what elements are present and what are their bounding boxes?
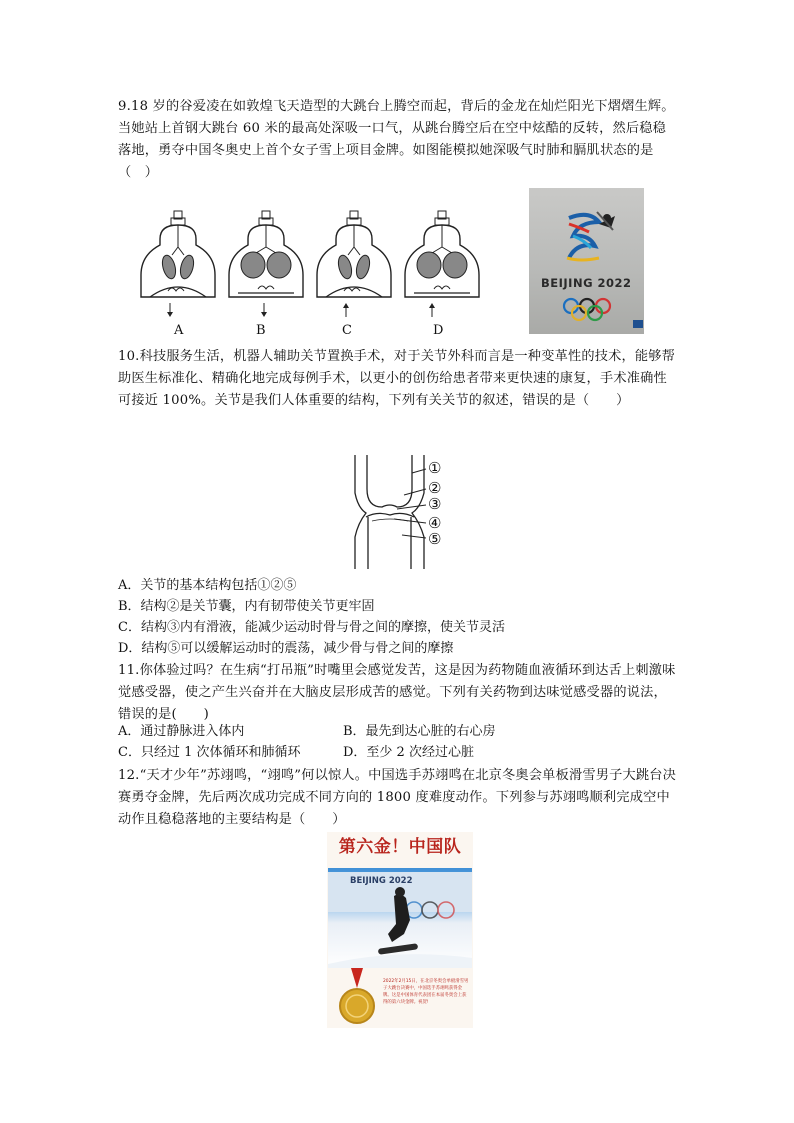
bell-jar-c (317, 211, 391, 317)
question-12-text: 12.“天才少年”苏翊鸣，“翊鸣”何以惊人。中国选手苏翊鸣在北京冬奥会单板滑雪男子大跳台决赛勇夺金牌，先后两次成功完成不同方向的 1800 度难度动作。下列参与苏翊鸣顺利完成空中动作且稳稳落地的主要结构是（ ） (118, 768, 677, 827)
q10-option-d: D．结构⑤可以缓解运动时的震荡，减少骨与骨之间的摩擦 (118, 641, 454, 656)
question-9-text: 9.18 岁的谷爱凌在如敦煌飞天造型的大跳台上腾空而起，背后的金龙在灿烂阳光下熠熠生辉。当她站上首钢大跳台 60 米的最高处深吸一口气，从跳台腾空后在空中炫酷的反转，然后稳稳落地，勇夺中国冬奥史上首个女子雪上项目金牌。如图能模拟她深吸气时肺和膈肌状态的是（ ） (118, 99, 675, 180)
diagram-label-c: C (342, 323, 352, 338)
marker-2: ② (428, 479, 442, 497)
q10-option-b: B．结构②是关节囊，内有韧带使关节更牢固 (118, 599, 375, 614)
question-11-text: 11.你体验过吗？在生病“打吊瓶”时嘴里会感觉发苦，这是因为药物随血液循环到达舌上刺激味觉感受器，使之产生兴奋并在大脑皮层形成苦的感觉。下列有关药物到达味觉感受器的说法，错误的是( ) (118, 663, 676, 722)
question-10-text: 10.科技服务生活，机器人辅助关节置换手术，对于关节外科而言是一种变革性的技术，能够帮助医生标准化、精确化地完成每例手术，以更小的创伤给患者带来更快速的康复，手术准确性可接近 100%。关节是我们人体重要的结构，下列有关关节的叙述，错误的是（ ） (118, 349, 676, 408)
poster-caption: 2022年2月15日，在北京冬奥会单板滑雪男子大跳台决赛中，中国选手苏翊鸣获得金牌。这是中国体育代表团在本届冬奥会上获得的第六块金牌。祝贺! (383, 979, 469, 1005)
diagram-label-b: B (256, 323, 266, 338)
emblem-icon (529, 188, 644, 334)
marker-1: ① (428, 459, 442, 477)
beijing-2022-photo (529, 188, 644, 334)
q11-option-c: C．只经过 1 次体循环和肺循环 (118, 745, 301, 760)
q10-option-a: A．关节的基本结构包括①②⑤ (118, 578, 297, 593)
diagram-label-d: D (433, 323, 444, 338)
gold-medal-icon (329, 968, 389, 1028)
bell-jar-b (229, 211, 303, 317)
beijing-2022-wordmark: BEIJING 2022 (541, 276, 632, 290)
olympic-rings-icon (328, 868, 472, 968)
poster-title: 第六金！中国队 (338, 837, 462, 857)
q11-option-a: A．通过静脉进入体内 (118, 724, 245, 739)
diagram-label-a: A (174, 323, 184, 338)
q11-option-d: D．至少 2 次经过心脏 (343, 745, 474, 760)
banner-text: BEIJING 2022 (350, 876, 413, 886)
gold-medal-poster (327, 832, 473, 1028)
marker-5: ⑤ (428, 530, 442, 548)
marker-3: ③ (428, 495, 442, 513)
q10-option-c: C．结构③内有滑液，能减少运动时骨与骨之间的摩擦，使关节灵活 (118, 620, 505, 635)
bell-jar-diagrams (140, 205, 480, 345)
q11-option-b: B．最先到达心脏的右心房 (343, 724, 496, 739)
bell-jar-a (141, 211, 215, 317)
snowboard-photo (328, 868, 472, 968)
marker-4: ④ (428, 514, 442, 532)
bell-jar-d (405, 211, 479, 317)
